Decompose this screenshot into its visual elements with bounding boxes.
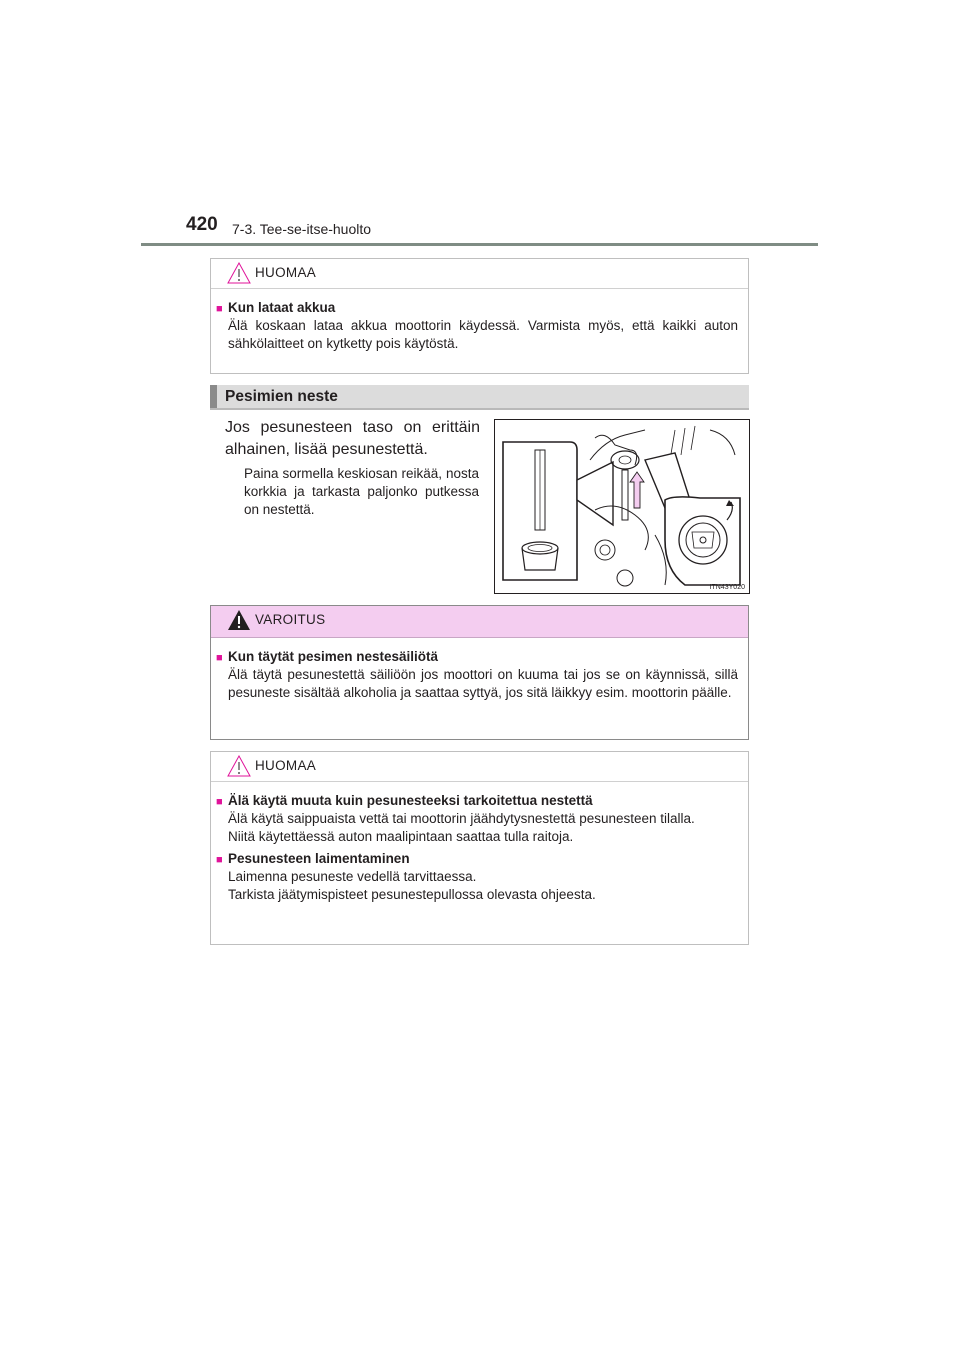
page-number: 420	[186, 214, 218, 235]
notice-item-line: Niitä käytettäessä auton maalipintaan saattaa tulla raitoja.	[228, 829, 574, 844]
notice-item	[211, 299, 738, 353]
notice-item-line: Laimenna pesuneste vedellä tarvittaessa.	[228, 869, 477, 884]
caution-triangle-icon	[227, 262, 251, 284]
section-title: Pesimien neste	[225, 388, 338, 405]
chapter-title: 7-3. Tee-se-itse-huolto	[232, 221, 372, 237]
notice-item-heading: Pesunesteen laimentaminen	[228, 851, 410, 866]
header-divider	[141, 243, 818, 246]
notice-item	[211, 792, 738, 846]
warning-item-text: Älä täytä pesunestettä säiliöön jos moottori on kuuma tai jos se on käynnissä, sillä pesuneste sisältää alkoholia ja saattaa syttyä, jos sitä läikkyy esim. moottorin päälle.	[228, 667, 738, 700]
notice-item-heading: Älä käytä muuta kuin pesunesteeksi tarkoitettua nestettä	[228, 793, 593, 808]
warning-header	[211, 606, 748, 638]
notice-header	[211, 259, 748, 289]
notice-item-line: Tarkista jäätymispisteet pesunestepullossa olevasta ohjeesta.	[228, 887, 596, 902]
section-heading-bar	[210, 385, 749, 410]
notice-box-washer-fluid	[210, 751, 749, 945]
bullet-square-icon: ■	[216, 303, 223, 315]
notice-item-line: Älä käytä saippuaista vettä tai moottorin jäähdytysnestettä pesunesteen tilalla.	[228, 811, 695, 826]
warning-title: VAROITUS	[255, 612, 326, 627]
notice-title: HUOMAA	[255, 758, 317, 773]
warning-item-heading: Kun täytät pesimen nestesäiliötä	[228, 649, 439, 664]
notice-item-heading: Kun lataat akkua	[228, 300, 336, 315]
notice-title: HUOMAA	[255, 265, 317, 280]
bullet-square-icon: ■	[216, 652, 223, 664]
warning-triangle-icon	[227, 609, 251, 631]
warning-item	[211, 648, 738, 702]
figure-code: ITN43Y020	[709, 584, 745, 591]
notice-item-text: Älä koskaan lataa akkua moottorin käydessä. Varmista myös, että kaikki auton sähkölaitteet on kytketty pois käytöstä.	[228, 318, 738, 351]
notice-header	[211, 752, 748, 782]
section-accent	[210, 385, 217, 408]
washer-reservoir-drawing	[495, 420, 749, 593]
notice-item	[211, 850, 738, 904]
instruction-paragraph: Paina sormella keskiosan reikää, nosta korkkia ja tarkasta paljonko putkessa on nestettä.	[244, 466, 479, 517]
warning-box	[210, 605, 749, 740]
washer-reservoir-illustration	[494, 419, 750, 594]
notice-box-charging	[210, 258, 749, 374]
caution-triangle-icon	[227, 755, 251, 777]
lead-paragraph: Jos pesunesteen taso on erittäin alhainen, lisää pesunestettä.	[225, 419, 480, 458]
bullet-square-icon: ■	[216, 796, 223, 808]
bullet-square-icon: ■	[216, 854, 223, 866]
